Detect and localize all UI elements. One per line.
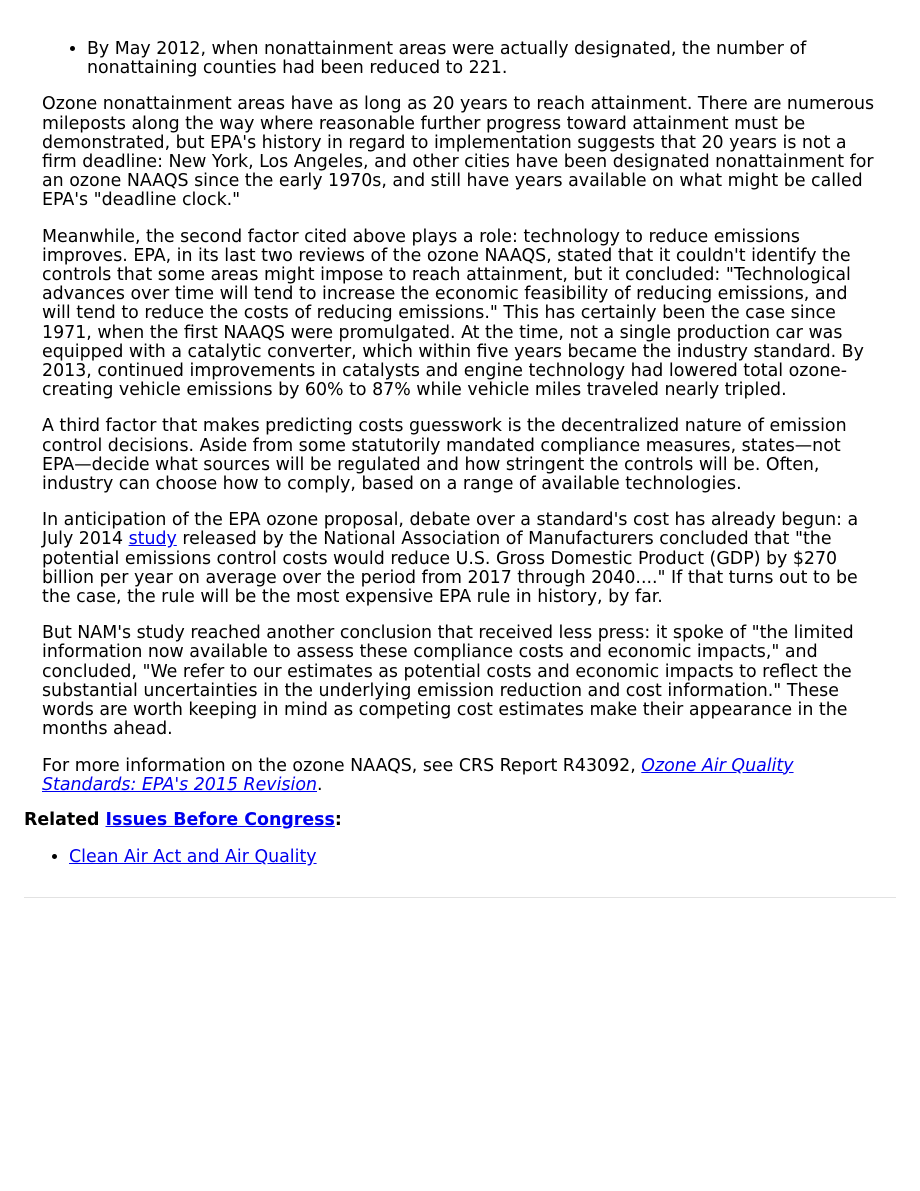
paragraph-text: released by the National Association of Manufacturers concluded that "the potential emissions control costs would reduce U.S. Gross Domestic Product (GDP) by $270 billion per year on average over the period from 2017 through 2040...." If that turns out to be the case, the rule will be the most expensive EPA rule in history, by far.: [42, 529, 858, 608]
related-list: [24, 848, 896, 867]
footer-divider: [24, 897, 896, 898]
paragraph-text: In anticipation of the EPA ozone proposal, debate over a standard's cost has already begun: a July 2014: [42, 510, 859, 550]
paragraph-uncertainties: But NAM's study reached another conclusion that received less press: it spoke of "the limited information now available to assess these compliance costs and economic impacts," and concluded, "We refer to our estimates as potential costs and economic impacts to reflect the substantial uncertainties in the underlying emission reduction and cost information." These words are worth keeping in mind as competing cost estimates make their appearance in the months ahead.: [42, 623, 854, 740]
issues-before-congress-link[interactable]: Issues Before Congress: [105, 810, 335, 830]
bullet-list: [42, 40, 877, 78]
paragraph-nam-study: [42, 511, 877, 607]
list-item: [69, 848, 896, 867]
study-link[interactable]: study: [128, 529, 177, 550]
related-prefix: Related: [24, 810, 106, 830]
paragraph-text: .: [317, 774, 323, 795]
paragraph-technology: Meanwhile, the second factor cited above plays a role: technology to reduce emissions improves. EPA, in its last two reviews of the ozone NAAQS, stated that it couldn't identify the controls that some areas might impose to reach attainment, but it concluded: "Technological advances over time will tend to increase the economic feasibility of reducing emissions, and will tend to reduce the costs of reducing emissions." This has certainly been the case since 1971, when the first NAAQS were promulgated. At the time, not a single production car was equipped with a catalytic converter, which within five years became the industry standard. By 2013, continued improvements in catalysts and engine technology had lowered total ozone-creating vehicle emissions by 60% to 87% while vehicle miles traveled nearly tripled.: [42, 226, 864, 401]
paragraph-deadlines: Ozone nonattainment areas have as long as 20 years to reach attainment. There are numerous mileposts along the way where reasonable further progress toward attainment must be demonstrated, but EPA's history in regard to implementation suggests that 20 years is not a firm deadline: New York, Los Angeles, and other cities have been designated nonattainment for an ozone NAAQS since the early 1970s, and still have years available on what might be called EPA's "deadline clock.": [42, 94, 875, 211]
related-heading: [24, 811, 896, 830]
related-suffix: :: [334, 810, 342, 830]
list-item: • By May 2012, when nonattainment areas were actually designated, the number of nonattaining counties had been reduced to 221.: [87, 40, 877, 78]
crs-report-title: Ozone Air Quality Standards: EPA's 2015 Revision: [42, 755, 794, 795]
article-body: [42, 40, 877, 795]
paragraph-decentralized: A third factor that makes predicting costs guesswork is the decentralized nature of emission control decisions. Aside from some statutorily mandated compliance measures, states—not EPA—decide what sources will be regulated and how stringent the controls will be. Often, industry can choose how to comply, based on a range of available technologies.: [42, 416, 847, 495]
clean-air-act-link[interactable]: Clean Air Act and Air Quality: [69, 847, 317, 868]
paragraph-more-info: [42, 757, 877, 795]
related-issues-section: [24, 811, 896, 867]
paragraph-text: For more information on the ozone NAAQS, see CRS Report R43092,: [42, 755, 642, 776]
